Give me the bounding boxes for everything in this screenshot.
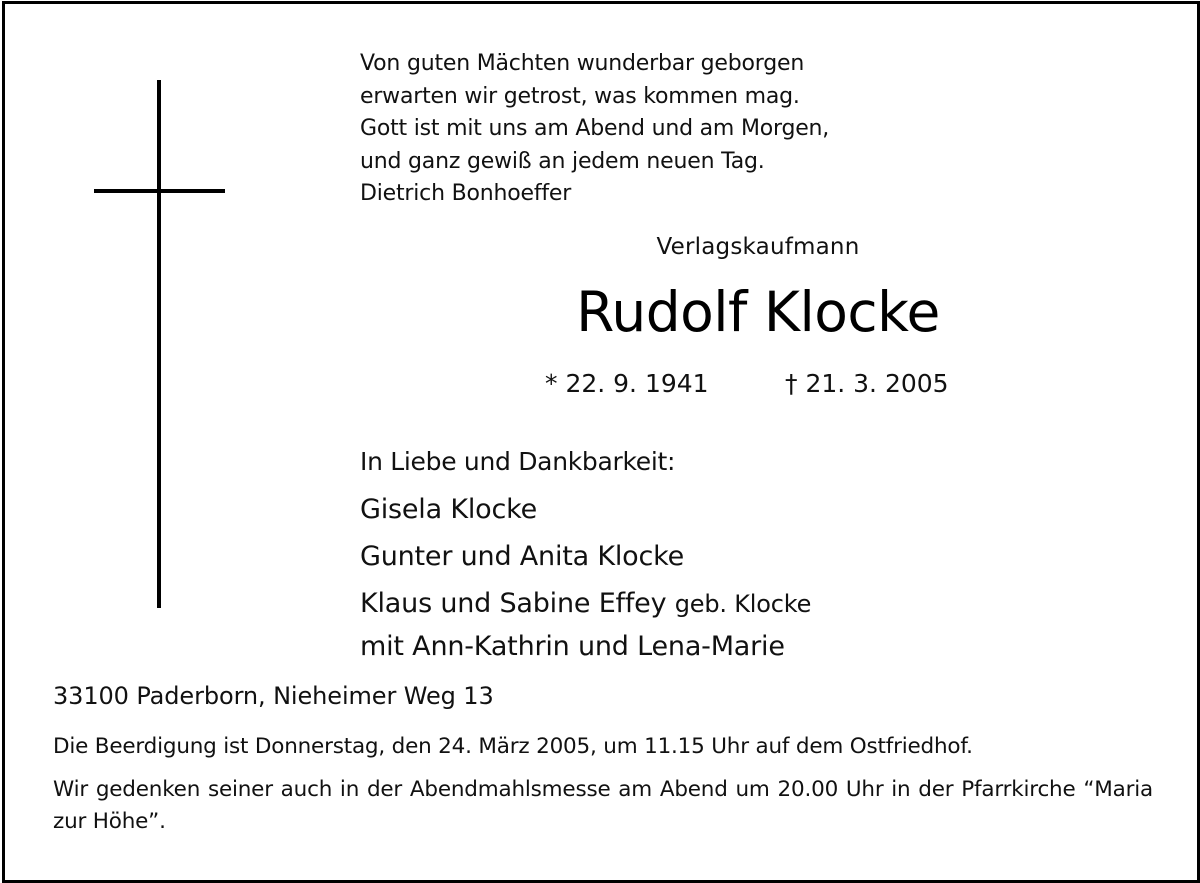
mourner-entry [360, 533, 811, 580]
mourner-name: Klaus und Sabine Effey [360, 588, 667, 619]
cross-icon [157, 80, 161, 608]
mourner-name: Gunter und Anita Klocke [360, 541, 685, 572]
mourner-entry [360, 628, 811, 665]
mourners-block [360, 445, 811, 665]
mourners-intro: In Liebe und Dankbarkeit: [360, 447, 676, 476]
poem-author: Dietrich Bonhoeffer [360, 181, 572, 206]
mourner-name: mit Ann-Kathrin und Lena-Marie [360, 631, 785, 662]
poem-line: Gott ist mit uns am Abend und am Morgen, [360, 116, 830, 141]
mourner-entry [360, 486, 811, 533]
death-date: † 21. 3. 2005 [785, 369, 949, 398]
memorial-notice: Wir gedenken seiner auch in der Abendmahlsmesse am Abend um 20.00 Uhr in der Pfarrkirche “Maria zur Höhe”. [53, 777, 1153, 834]
poem-line: und ganz gewiß an jedem neuen Tag. [360, 148, 765, 174]
poem-line: erwarten wir getrost, was kommen mag. [360, 83, 800, 109]
deceased-name: Rudolf Klocke [576, 280, 940, 344]
poem-block [360, 48, 829, 211]
cross-icon-crossbar [94, 189, 225, 193]
obituary-notice [2, 1, 1200, 883]
deceased-profession: Verlagskaufmann [656, 234, 860, 260]
poem-line: Von guten Mächten wunderbar geborgen [360, 51, 805, 76]
funeral-notice: Die Beerdigung ist Donnerstag, den 24. März 2005, um 11.15 Uhr auf dem Ostfriedhof. [53, 734, 973, 759]
mourner-entry [360, 580, 811, 628]
family-address: 33100 Paderborn, Nieheimer Weg 13 [53, 682, 494, 710]
mourner-name: Gisela Klocke [360, 494, 537, 525]
mourner-maiden-name: geb. Klocke [674, 590, 812, 618]
birth-date: * 22. 9. 1941 [545, 369, 709, 398]
